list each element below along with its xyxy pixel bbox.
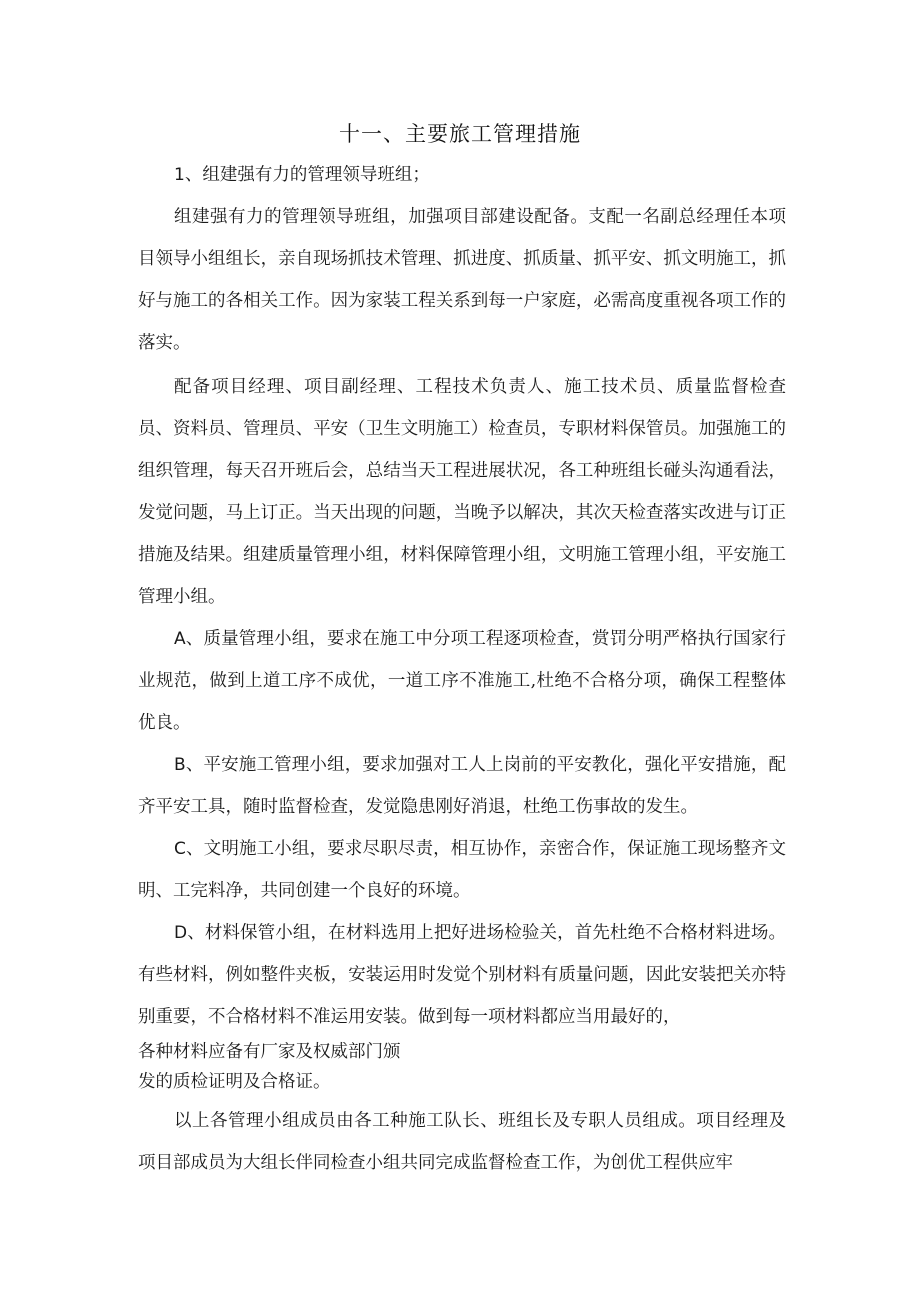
item-b-lead: B [174, 755, 186, 775]
paragraph-summary: 以上各管理小组成员由各工种施工队长、班组长及专职人员组成。项目经理及项目部成员为大组长伴同检查小组共同完成监督检查工作，为创优工程供应牢 [138, 1111, 786, 1173]
item-1 [138, 154, 786, 196]
item-d-text: 、材料保管小组，在材料选用上把好进场检验关，首先杜绝不合格材料进场。有些材料，例如整件夹板，安装运用时发觉个别材料有质量问题，因此安装把关亦特别重要，不合格材料不准运用安装。做到每一项材料都应当用最好的， [138, 923, 786, 1027]
item-d-line-2: 各种材料应备有厂家及权威部门颁 [138, 1042, 401, 1062]
item-b [138, 744, 786, 828]
item-c-lead: C [174, 839, 186, 859]
item-b-text: 、平安施工管理小组，要求加强对工人上岗前的平安教化，强化平安措施，配齐平安工具，随时监督检查，发觉隐患刚好消退，杜绝工伤事故的发生。 [138, 755, 786, 817]
section-title: 十一、主要旅工管理措施 [339, 122, 581, 146]
item-a-text: 、质量管理小组，要求在施工中分项工程逐项检查，赏罚分明严格执行国家行业规范，做到上道工序不成优，一道工序不准施工,杜绝不合格分项，确保工程整体优良。 [138, 629, 786, 733]
item-1-text: 、组建强有力的管理领导班组； [184, 165, 430, 185]
item-d [138, 912, 786, 1038]
item-d-line-3: 发的质检证明及合格证。 [138, 1072, 331, 1092]
item-d-lead: D [174, 923, 188, 943]
paragraph-leadership: 组建强有力的管理领导班组，加强项目部建设配备。支配一名副总经理任本项目领导小组组长，亲自现场抓技术管理、抓进度、抓质量、抓平安、抓文明施工，抓好与施工的各相关工作。因为家装工程关系到每一户家庭，必需高度重视各项工作的落实。 [138, 207, 786, 353]
item-a [138, 618, 786, 744]
item-1-lead: 1 [174, 165, 185, 185]
item-c-text: 、文明施工小组，要求尽职尽责，相互协作，亲密合作，保证施工现场整齐文明、工完料净，共同创建一个良好的环境。 [138, 839, 786, 901]
item-c [138, 828, 786, 912]
item-a-lead: A [174, 629, 186, 649]
paragraph-staffing: 配备项目经理、项目副经理、工程技术负责人、施工技术员、质量监督检查员、资料员、管理员、平安（卫生文明施工）检查员，专职材料保管员。加强施工的组织管理，每天召开班后会，总结当天工程进展状况，各工种班组长碰头沟通看法，发觉问题，马上订正。当天出现的问题，当晚予以解决，其次天检查落实改进与订正措施及结果。组建质量管理小组，材料保障管理小组，文明施工管理小组，平安施工管理小组。 [138, 377, 786, 607]
